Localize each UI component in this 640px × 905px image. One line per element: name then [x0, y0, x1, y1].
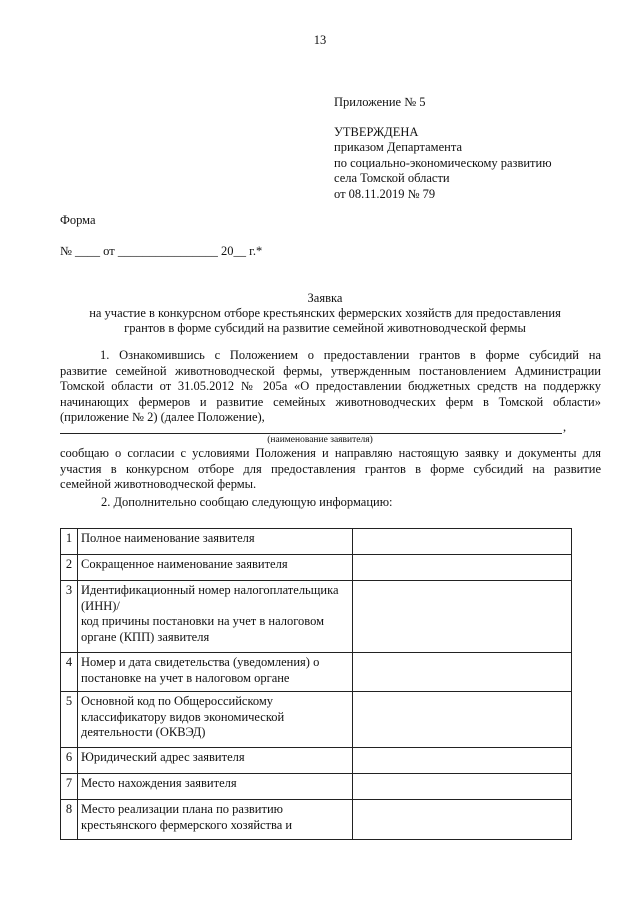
row-label: Полное наименование заявителя: [78, 529, 353, 555]
row-label: Место нахождения заявителя: [78, 774, 353, 800]
table-row: [61, 692, 572, 748]
table-row: [61, 653, 572, 692]
number-date-line: № ____ от ________________ 20__ г.*: [60, 244, 263, 258]
row-value-cell[interactable]: [353, 581, 572, 653]
row-value-cell[interactable]: [353, 653, 572, 692]
paragraph-line: сообщаю о согласии с условиями Положения и направляю настоящую заявку и документы для: [60, 446, 601, 460]
row-value-cell[interactable]: [353, 529, 572, 555]
paragraph-line: 1. Ознакомившись с Положением о предоставлении грантов в форме субсидий на: [100, 348, 601, 362]
row-label: Идентификационный номер налогоплательщика (ИНН)/ код причины постановки на учет в налоговом органе (КПП) заявителя: [78, 581, 353, 653]
row-label: Юридический адрес заявителя: [78, 748, 353, 774]
paragraph-line: начинающих фермеров и развитие семейных животноводческих ферм в Томской области»: [60, 394, 601, 409]
appendix-label: Приложение № 5: [334, 95, 426, 109]
approval-line: по социально-экономическому развитию: [334, 155, 552, 170]
row-value-cell[interactable]: [353, 555, 572, 581]
row-value-cell[interactable]: [353, 774, 572, 800]
row-value-cell[interactable]: [353, 692, 572, 748]
paragraph-line: Томской области от 31.05.2012 № 205а «О предоставлении бюджетных средств на поддержку: [60, 379, 601, 394]
row-number: 7: [61, 774, 78, 800]
paragraph-line: участия в конкурсном отборе для предоставления грантов в форме субсидий на развитие: [60, 461, 601, 476]
row-label: Сокращенное наименование заявителя: [78, 555, 353, 581]
paragraph-1-continued: [60, 446, 601, 493]
title-line: на участие в конкурсном отборе крестьянских фермерских хозяйств для предоставления: [89, 306, 561, 320]
approval-line: приказом Департамента: [334, 140, 462, 155]
document-title: Заявка: [307, 291, 343, 305]
applicant-info-table: [60, 528, 572, 840]
paragraph-line: (приложение № 2) (далее Положение),: [60, 410, 265, 425]
row-number: 2: [61, 555, 78, 581]
row-value-cell[interactable]: [353, 748, 572, 774]
title-line: грантов в форме субсидий на развитие семейной животноводческой фермы: [124, 321, 526, 335]
paragraph-1: [60, 348, 601, 426]
paragraph-line: семейной животноводческой фермы.: [60, 477, 257, 492]
paragraph-line: развитие семейной животноводческой фермы, утвержденным постановлением Администрации: [60, 363, 601, 378]
page-number: 13: [313, 33, 327, 47]
approval-line: от 08.11.2019 № 79: [334, 186, 436, 201]
table-row: [61, 800, 572, 840]
approval-line: села Томской области: [334, 171, 450, 186]
row-number: 1: [61, 529, 78, 555]
form-label: Форма: [60, 213, 96, 227]
row-label: Номер и дата свидетельства (уведомления) о постановке на учет в налоговом органе: [78, 653, 353, 692]
applicant-line-end: ,: [563, 420, 567, 434]
table-row: [61, 774, 572, 800]
table-row: [61, 748, 572, 774]
row-number: 6: [61, 748, 78, 774]
table-row: [61, 581, 572, 653]
row-number: 3: [61, 581, 78, 653]
table-row: [61, 529, 572, 555]
applicant-name-line: [60, 433, 562, 434]
row-label: Место реализации плана по развитию крестьянского фермерского хозяйства и: [78, 800, 353, 840]
row-number: 4: [61, 653, 78, 692]
applicant-caption: (наименование заявителя): [267, 435, 373, 445]
row-number: 5: [61, 692, 78, 748]
row-value-cell[interactable]: [353, 800, 572, 840]
paragraph-2: 2. Дополнительно сообщаю следующую информацию:: [101, 495, 393, 509]
table-row: [61, 555, 572, 581]
row-label: Основной код по Общероссийскому классификатору видов экономической деятельности (ОКВЭД): [78, 692, 353, 748]
approval-block: [334, 95, 552, 203]
approved-label: УТВЕРЖДЕНА: [334, 124, 419, 139]
row-number: 8: [61, 800, 78, 840]
